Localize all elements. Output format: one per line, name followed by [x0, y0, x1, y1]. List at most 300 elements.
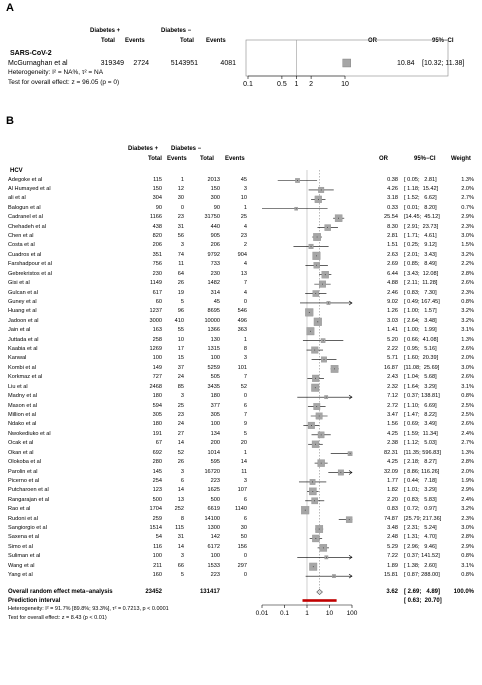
panel-a-ci-value: [10.32; 11.38]	[422, 60, 465, 67]
weight-value: 3.2%	[461, 251, 474, 258]
or-value: 4.25	[387, 459, 398, 466]
weight-value: 3.2%	[461, 506, 474, 513]
weight-value: 0.8%	[461, 393, 474, 400]
total2: 300	[210, 195, 220, 202]
total1: 149	[152, 364, 162, 371]
events1: 3	[180, 553, 184, 560]
study-name: Balogun et al	[8, 204, 41, 211]
or-value: 2.72	[387, 402, 398, 409]
events2: 6	[243, 402, 247, 409]
events2: 363	[237, 327, 247, 334]
panel-b-x-tick-label: 1	[305, 610, 309, 617]
or-value: 2.69	[387, 261, 398, 268]
total1: 305	[152, 412, 162, 418]
panel-a-x-tick-label: 0.5	[277, 81, 287, 88]
events2: 3	[243, 185, 247, 192]
total1: 1166	[149, 214, 162, 221]
or-value: 2.32	[387, 383, 398, 390]
prediction-ci: [ 0.63; 20.70]	[404, 598, 442, 604]
overall-diamond	[317, 589, 323, 594]
events2: 5	[243, 430, 247, 437]
events2: 496	[237, 317, 247, 324]
ci-value: [ 8.86; 116.26]	[404, 468, 440, 475]
or-value: 4.25	[387, 430, 398, 437]
total2: 1482	[207, 280, 220, 287]
panel-a-x-tick-label: 0.1	[243, 81, 253, 88]
events2: 1	[243, 204, 247, 211]
or-value: 82.31	[384, 449, 398, 456]
overall-ci: [ 2.69; 4.89]	[404, 589, 441, 595]
total1: 438	[152, 223, 162, 230]
events1: 26	[177, 459, 184, 466]
total1: 259	[152, 515, 162, 522]
ci-value: [ 0.37; 141.52]	[404, 553, 440, 560]
study-name: Mason et al	[8, 402, 37, 409]
or-value: 7.22	[387, 553, 398, 560]
or-value: 1.51	[387, 242, 398, 249]
weight-value: 1.3%	[461, 449, 474, 456]
study-name: Cuadros et al	[8, 251, 42, 258]
total1: 1704	[149, 506, 162, 513]
ci-value: [ 1.59; 11.34]	[404, 430, 438, 437]
events1: 27	[177, 430, 184, 437]
weight-value: 3.0%	[461, 364, 474, 371]
total1: 150	[152, 185, 162, 192]
ci-value: [ 0.25; 9.12]	[404, 242, 437, 249]
total2: 206	[210, 242, 220, 249]
weight-value: 2.3%	[461, 289, 474, 296]
total2: 31750	[204, 214, 220, 221]
events1: 37	[177, 364, 184, 371]
or-value: 74.87	[384, 515, 398, 522]
total2: 314	[210, 289, 220, 296]
study-name: Kanwal	[8, 355, 27, 362]
weight-value: 2.9%	[461, 487, 474, 494]
weight-value: 3.1%	[461, 327, 474, 334]
total1: 145	[152, 468, 162, 475]
total2: 10000	[204, 317, 220, 324]
ci-value: [ 0.66; 41.08]	[404, 336, 439, 343]
events1: 25	[177, 402, 184, 409]
total1: 756	[152, 261, 162, 268]
or-value: 6.44	[387, 270, 398, 277]
events2: 1	[243, 336, 247, 343]
total1: 163	[152, 327, 162, 334]
panel-a-events1-header: Events	[125, 38, 145, 44]
weight-value: 3.0%	[461, 233, 474, 240]
events2: 45	[240, 176, 247, 183]
ci-value: [ 1.47; 8.22]	[404, 412, 437, 418]
events1: 85	[177, 383, 184, 390]
total1: 2468	[149, 383, 162, 390]
weight-value: 0.7%	[461, 204, 474, 211]
ci-value: [ 0.83; 7.30]	[404, 289, 437, 296]
weight-value: 2.3%	[461, 223, 474, 230]
panel-b-ci-header: 95%−CI	[414, 156, 436, 162]
ci-value: [ 1.12; 5.03]	[404, 440, 437, 447]
study-name: Simo et al	[8, 543, 33, 550]
panel-a-letter: A	[6, 2, 14, 14]
total2: 595	[210, 459, 220, 466]
events1: 5	[180, 572, 184, 579]
events1: 10	[177, 336, 184, 343]
events2: 2	[243, 242, 247, 249]
panel-b-total2-header: Total	[200, 156, 214, 162]
or-value: 3.18	[387, 195, 398, 202]
events1: 13	[177, 496, 184, 503]
panel-a-or-value: 10.84	[397, 60, 415, 67]
ci-value: [ 0.87; 288.00]	[404, 572, 440, 579]
events1: 12	[177, 185, 184, 192]
events2: 3	[243, 355, 247, 362]
total2: 905	[210, 233, 220, 240]
total1: 304	[152, 195, 162, 202]
events1: 24	[177, 374, 184, 381]
or-value: 4.88	[387, 280, 398, 287]
study-name: Ndako et al	[8, 421, 37, 428]
panel-a-total2: 5143951	[170, 60, 198, 67]
total2: 100	[210, 553, 220, 560]
ci-value: [ 1.18; 15.42]	[404, 185, 439, 192]
total1: 123	[152, 487, 162, 494]
weight-value: 2.0%	[461, 355, 474, 362]
study-name: Adegoke et al	[8, 176, 43, 183]
or-value: 9.02	[387, 298, 398, 305]
total2: 134	[210, 430, 220, 437]
panel-b-heterogeneity: Heterogeneity: I² = 91.7% [89.8%; 93.3%], τ² = 0.7213, p < 0.0001	[8, 606, 169, 612]
total2: 1300	[207, 525, 220, 532]
weight-value: 3.1%	[461, 562, 474, 569]
or-value: 1.82	[387, 487, 398, 494]
ci-value: [ 2.91; 23.73]	[404, 223, 439, 230]
study-name: Olokoba et al	[8, 459, 41, 466]
events1: 64	[177, 270, 184, 277]
panel-a-subgroup: SARS-CoV-2	[10, 50, 52, 57]
events1: 52	[177, 449, 184, 456]
total2: 223	[210, 477, 220, 484]
total1: 617	[152, 289, 162, 296]
events1: 19	[177, 289, 184, 296]
total2: 5259	[207, 364, 220, 371]
weight-value: 0.8%	[461, 553, 474, 560]
or-value: 0.83	[387, 506, 398, 513]
study-name: Farshadpour et al	[8, 261, 52, 268]
events2: 10	[240, 195, 247, 202]
ci-value: [ 1.00; 1.57]	[404, 308, 437, 315]
total1: 115	[153, 176, 162, 183]
study-name: Huang et al	[8, 308, 37, 315]
ci-value: [ 0.69; 3.49]	[404, 421, 437, 428]
or-value: 1.77	[387, 477, 398, 484]
total2: 1366	[207, 327, 220, 334]
total2: 305	[210, 412, 220, 418]
events1: 31	[177, 223, 184, 230]
overall-label: Overall random effect meta−analysis	[8, 589, 113, 595]
total1: 1514	[149, 525, 162, 532]
or-value: 25.54	[384, 214, 398, 221]
weight-value: 2.8%	[461, 459, 474, 466]
ci-value: [ 1.52; 6.62]	[404, 195, 437, 202]
ci-value: [ 0.49; 167.45]	[404, 298, 440, 305]
events1: 56	[177, 233, 184, 240]
overall-total1: 23452	[145, 589, 162, 595]
study-name: Gisi et al	[8, 280, 30, 287]
total2: 150	[210, 185, 220, 192]
prediction-label: Prediction interval	[8, 598, 61, 604]
panel-a-ci-header: 95%−CI	[432, 38, 454, 44]
study-name: Ocak et al	[8, 440, 34, 447]
weight-value: 2.7%	[461, 195, 474, 202]
or-value: 32.09	[384, 468, 398, 475]
events2: 7	[243, 412, 247, 418]
or-value: 2.48	[387, 534, 398, 541]
events2: 4	[243, 289, 247, 296]
events2: 7	[243, 280, 247, 287]
events1: 66	[177, 562, 184, 569]
events2: 3	[243, 477, 247, 484]
events2: 156	[237, 543, 247, 550]
events2: 7	[243, 374, 247, 381]
total2: 130	[210, 336, 220, 343]
study-name: Juttada et al	[8, 336, 39, 343]
events1: 3	[180, 468, 184, 475]
events1: 115	[175, 525, 184, 532]
total2: 2013	[207, 176, 220, 183]
events2: 11	[241, 468, 247, 475]
panel-a-x-tick-label: 1	[294, 81, 299, 88]
ci-value: [ 1.64; 3.29]	[404, 383, 437, 390]
weight-value: 2.8%	[461, 270, 474, 277]
total1: 67	[155, 440, 162, 447]
events1: 14	[177, 543, 184, 550]
study-name: Kombi et al	[8, 364, 36, 371]
study-name: Yang et al	[8, 572, 33, 579]
weight-value: 2.9%	[461, 543, 474, 550]
panel-a-overall-test: Test for overall effect: z = 96.05 (p = 0)	[8, 79, 120, 86]
total1: 351	[152, 251, 162, 258]
study-name: Chehadeh et al	[8, 223, 46, 230]
weight-value: 2.5%	[461, 412, 474, 418]
or-value: 3.47	[387, 412, 398, 418]
total1: 1149	[149, 280, 162, 287]
ci-value: [14.45; 45.12]	[404, 214, 440, 221]
or-value: 4.26	[387, 185, 398, 192]
events1: 6	[180, 477, 184, 484]
or-value: 1.89	[387, 562, 398, 569]
total2: 90	[213, 204, 220, 211]
total2: 1625	[207, 487, 220, 494]
weight-value: 2.3%	[461, 515, 474, 522]
events1: 96	[177, 308, 184, 315]
ci-value: [ 0.95; 5.16]	[404, 346, 437, 353]
or-value: 16.87	[384, 364, 398, 371]
panel-b-letter: B	[6, 115, 14, 127]
ci-value: [ 0.83; 5.83]	[404, 496, 437, 503]
events2: 101	[237, 364, 247, 371]
total1: 100	[152, 355, 162, 362]
panel-b-events2-header: Events	[225, 156, 245, 162]
total2: 3435	[207, 383, 220, 390]
ci-value: [ 2.64; 3.48]	[404, 317, 437, 324]
total2: 100	[210, 421, 220, 428]
or-value: 5.20	[387, 336, 398, 343]
ci-value: [ 2.96; 9.46]	[404, 543, 437, 550]
overall-weight: 100.0%	[453, 589, 474, 595]
panel-a-or-header: OR	[368, 38, 377, 44]
events2: 0	[243, 393, 247, 400]
panel-b-events1-header: Events	[167, 156, 187, 162]
ci-value: [ 1.10; 6.69]	[404, 402, 437, 409]
ci-value: [ 0.37; 138.81]	[404, 393, 440, 400]
events2: 9	[243, 421, 247, 428]
weight-value: 3.2%	[461, 317, 474, 324]
events2: 0	[243, 298, 247, 305]
ci-value: [ 0.05; 2.81]	[404, 176, 437, 183]
total2: 733	[210, 261, 220, 268]
prediction-interval-bar	[302, 599, 336, 602]
panel-a-total1-header: Total	[101, 38, 115, 44]
total2: 440	[210, 223, 220, 230]
total2: 6172	[207, 543, 220, 550]
panel-b-total1-header: Total	[148, 156, 162, 162]
events1: 55	[177, 327, 184, 334]
panel-a-group2-header: Diabetes −	[161, 28, 192, 34]
panel-b-x-tick-label: 10	[325, 610, 334, 617]
total2: 500	[210, 496, 220, 503]
events1: 1	[180, 176, 184, 183]
study-name: Million et al	[8, 412, 36, 418]
panel-a-x-tick-label: 10	[341, 81, 349, 88]
study-name: Liu et al	[8, 383, 28, 390]
study-name: Jain et al	[8, 327, 31, 334]
total1: 191	[152, 430, 162, 437]
events2: 904	[237, 251, 247, 258]
weight-value: 2.4%	[461, 430, 474, 437]
total1: 180	[152, 421, 162, 428]
total1: 60	[155, 298, 162, 305]
panel-a-plot-frame	[246, 40, 448, 76]
or-value: 1.41	[387, 327, 398, 334]
total1: 90	[155, 204, 162, 211]
total2: 180	[210, 393, 220, 400]
total1: 230	[152, 270, 162, 277]
study-name: ali et al	[8, 195, 26, 202]
events2: 0	[243, 572, 247, 579]
panel-a-total2-header: Total	[180, 38, 194, 44]
total2: 1533	[207, 562, 220, 569]
ci-value: [ 0.01; 8.20]	[404, 204, 437, 211]
ci-value: [ 1.00; 1.99]	[404, 327, 437, 334]
study-name: Cadranel et al	[8, 214, 43, 221]
study-name: Wang et al	[8, 562, 35, 569]
ci-value: [25.79; 217.36]	[404, 515, 442, 522]
events1: 252	[174, 506, 184, 513]
total2: 142	[210, 534, 220, 541]
or-value: 5.71	[387, 355, 398, 362]
panel-a-events1: 2724	[133, 60, 149, 67]
panel-a-study-name: McGurnaghan et al	[8, 60, 68, 67]
total1: 116	[153, 543, 162, 550]
total1: 3000	[149, 317, 162, 324]
ci-value: [ 2.18; 8.27]	[404, 459, 437, 466]
total2: 505	[210, 374, 220, 381]
weight-value: 2.2%	[461, 261, 474, 268]
total1: 54	[155, 534, 162, 541]
or-value: 2.38	[387, 440, 398, 447]
ci-value: [ 1.01; 3.29]	[404, 487, 437, 494]
panel-a-events2-header: Events	[206, 38, 226, 44]
study-name: Nwokediuko et al	[8, 430, 51, 437]
study-name: Rudoni et al	[8, 515, 38, 522]
panel-a-events2: 4081	[220, 60, 236, 67]
study-name: Chen et al	[8, 233, 34, 240]
events1: 3	[180, 393, 184, 400]
weight-value: 0.8%	[461, 572, 474, 579]
panel-b-group2-header: Diabetes −	[171, 146, 202, 152]
events1: 3	[180, 242, 184, 249]
or-value: 0.33	[387, 204, 398, 211]
total1: 211	[153, 562, 162, 569]
panel-b-weight-header: Weight	[451, 156, 471, 162]
or-value: 2.22	[387, 346, 398, 353]
weight-value: 2.9%	[461, 214, 474, 221]
study-name: Saxena et al	[8, 534, 40, 541]
events2: 30	[240, 525, 247, 532]
weight-value: 2.0%	[461, 185, 474, 192]
or-value: 8.30	[387, 223, 398, 230]
study-name: Madny et al	[8, 393, 37, 400]
study-name: Kaabia et al	[8, 346, 38, 353]
total2: 8695	[207, 308, 220, 315]
total2: 230	[210, 270, 220, 277]
weight-value: 1.3%	[461, 336, 474, 343]
weight-value: 1.5%	[461, 242, 474, 249]
events1: 14	[177, 440, 184, 447]
total2: 9792	[207, 251, 220, 258]
events2: 4	[243, 261, 247, 268]
study-name: Al Humayed et al	[8, 185, 51, 192]
or-value: 5.29	[387, 543, 398, 550]
events1: 11	[178, 261, 184, 268]
total2: 45	[213, 298, 220, 305]
total2: 100	[210, 355, 220, 362]
weight-value: 0.8%	[461, 298, 474, 305]
weight-value: 2.6%	[461, 280, 474, 287]
total1: 1237	[149, 308, 162, 315]
total1: 727	[152, 374, 162, 381]
panel-a-group1-header: Diabetes +	[90, 28, 121, 34]
events1: 15	[177, 355, 184, 362]
weight-value: 2.8%	[461, 534, 474, 541]
total1: 206	[152, 242, 162, 249]
events2: 6	[243, 496, 247, 503]
or-value: 2.63	[387, 251, 398, 258]
ci-value: [ 1.71; 4.61]	[404, 233, 437, 240]
panel-a-heterogeneity: Heterogeneity: I² = NA%, τ² = NA	[8, 69, 104, 76]
study-name: Rangarajan et al	[8, 496, 50, 503]
weight-value: 2.6%	[461, 346, 474, 353]
weight-value: 2.5%	[461, 402, 474, 409]
ci-value: [ 0.85; 8.49]	[404, 261, 437, 268]
or-value: 15.81	[384, 572, 398, 579]
or-value: 2.81	[387, 233, 398, 240]
or-value: 2.20	[387, 496, 398, 503]
total2: 6619	[207, 506, 220, 513]
events1: 23	[177, 412, 184, 418]
total1: 100	[152, 553, 162, 560]
study-name: Rao et al	[8, 506, 31, 513]
events2: 13	[240, 270, 247, 277]
